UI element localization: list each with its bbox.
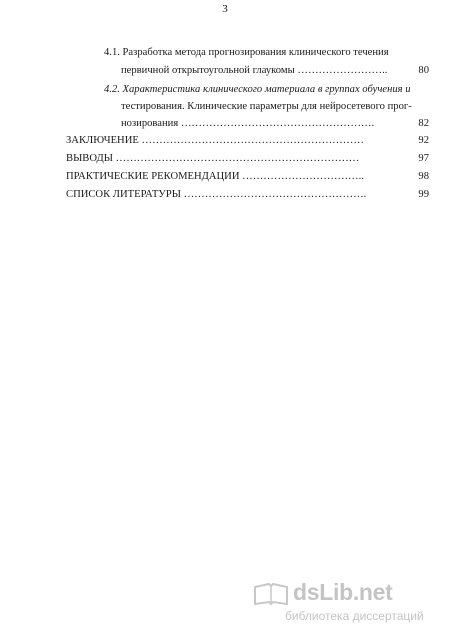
toc-entry-references: СПИСОК ЛИТЕРАТУРЫ …………………………………………….: [66, 189, 367, 200]
toc-entry-4-2-line-1: 4.2. Характеристика клинического материала в группах обучения и: [104, 84, 411, 95]
toc-entry-4-2-page: 82: [418, 118, 429, 129]
toc-entry-conclusion-page: 92: [418, 135, 429, 146]
watermark: [253, 579, 438, 627]
toc-entry-4-1-line-1: 4.1. Разработка метода прогнозирования клинического течения: [104, 47, 389, 58]
watermark-logo: dsLib.net: [293, 579, 393, 605]
toc-entry-4-1-line-2: первичной открытоугольной глаукомы ……………………..: [121, 65, 388, 76]
toc-entry-conclusion: ЗАКЛЮЧЕНИЕ ………………………………………………………: [66, 135, 364, 146]
toc-entry-4-1-page: 80: [418, 65, 429, 76]
watermark-subtitle: библиотека диссертаций: [285, 609, 424, 623]
toc-entry-4-2-line-2: тестирования. Клинические параметры для нейросетевого прог-: [121, 101, 412, 112]
toc-entry-findings-page: 97: [418, 153, 429, 164]
toc-entry-recommendations: ПРАКТИЧЕСКИЕ РЕКОМЕНДАЦИИ ……………………………..: [66, 171, 364, 182]
toc-entry-4-2-line-3: нозирования ……………………………………………….: [121, 118, 375, 129]
book-icon: [253, 581, 289, 607]
page-number: 3: [222, 3, 228, 15]
toc-entry-references-page: 99: [418, 189, 429, 200]
toc-entry-recommendations-page: 98: [418, 171, 429, 182]
toc-entry-findings: ВЫВОДЫ ……………………………………………………………: [66, 153, 360, 164]
